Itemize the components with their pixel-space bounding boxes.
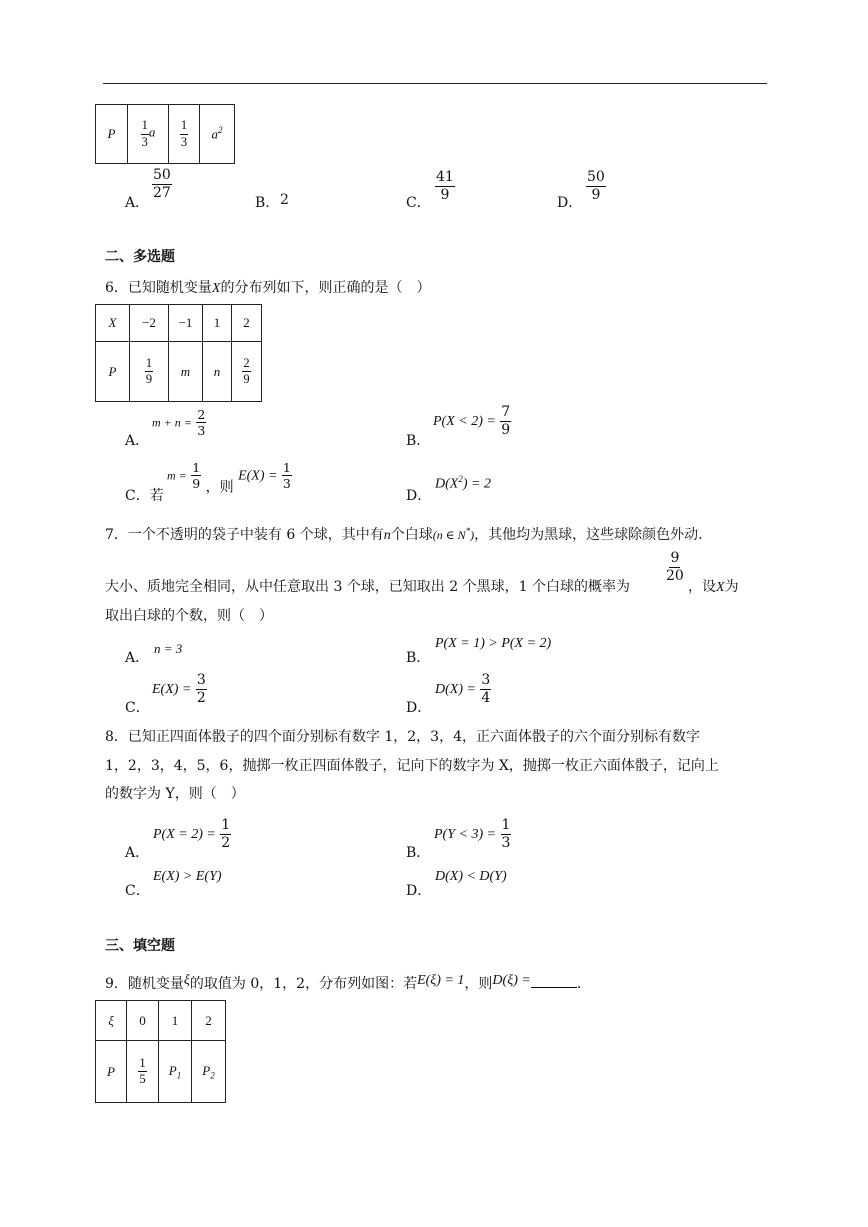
option-label: A． [125, 433, 150, 449]
option-label: C．若 [125, 488, 164, 504]
option-expression: m = $\frac{1}{9}$ ，则 E(X) = $\frac{1}{3}$ [167, 460, 291, 496]
table-cell: −2 [130, 305, 169, 342]
q9-stem: 9．随机变量ξ的取值为 0，1，2，分布列如图：若E(ξ) = 1，则D(ξ) = . [105, 973, 582, 992]
option-label: C． [125, 700, 150, 716]
option-expression: E(X) > E(Y) [153, 869, 222, 884]
section-heading-multi-choice: 二、多选题 [105, 249, 175, 265]
option-label: D． [406, 488, 432, 504]
option-label: D． [406, 883, 432, 899]
q6-distribution-table [95, 304, 262, 402]
option-label: B． [406, 845, 431, 861]
section-heading-fill-blank: 三、填空题 [105, 938, 175, 954]
table-cell: m [169, 342, 203, 402]
option-expression: P(Y < 3) = $\frac{1}{3}$ [434, 817, 511, 851]
table-cell: P [96, 342, 130, 402]
option-expression: D(X) < D(Y) [435, 869, 507, 884]
table-cell: 2 [232, 305, 262, 342]
option-label: A． [125, 845, 150, 861]
table-cell: $\frac{1}{9}$ [130, 342, 169, 402]
table-cell: $\frac{1}{5}$ [127, 1041, 159, 1103]
option-expression: P(X = 2) = $\frac{1}{2}$ [153, 817, 231, 851]
fraction: $\frac{50}{9}$ [587, 169, 605, 203]
answer-blank[interactable] [531, 975, 577, 988]
option-label: A． [125, 650, 150, 666]
option-value: 2 [280, 192, 289, 208]
table-cell: −1 [169, 305, 203, 342]
q8-stem-line2: 1，2，3，4，5，6，抛掷一枚正四面体骰子，记向下的数字为 X，抛掷一枚正六面体骰子，记向上 [105, 758, 719, 774]
option-expression: P(X = 1) > P(X = 2) [435, 636, 552, 651]
table-cell: $a^2$ [200, 105, 235, 164]
option-expression: E(X) = $\frac{3}{2}$ [152, 672, 206, 706]
option-label: B． [406, 650, 431, 666]
q7-stem-line1: 7．一个不透明的袋子中装有 6 个球，其中有n个白球(n ∈ N*)，其他均为黑球，这些球除颜色外动. [105, 526, 703, 543]
q5-distribution-table [95, 104, 235, 164]
table-cell: $\frac{1}{3}$ [169, 105, 200, 164]
option-expression: n = 3 [154, 641, 183, 656]
q8-stem-line3: 的数字为 Y，则（ ） [105, 786, 245, 802]
table-cell: P [96, 105, 128, 164]
table-cell: n [203, 342, 232, 402]
fraction: $\frac{50}{27}$ [153, 167, 171, 201]
fraction: $\frac{41}{9}$ [436, 169, 454, 203]
option-label: B． [255, 195, 280, 211]
option-label: A． [125, 195, 150, 211]
q6-stem: 6．已知随机变量X的分布列如下，则正确的是（ ） [105, 280, 431, 296]
table-cell: $P_2$ [192, 1041, 226, 1103]
fraction: $\frac{9}{20}$ [666, 550, 684, 584]
header-rule [103, 83, 767, 84]
table-cell: 0 [127, 1001, 159, 1041]
table-cell: 1 [203, 305, 232, 342]
option-expression: P(X < 2) = $\frac{7}{9}$ [433, 404, 511, 438]
table-cell: 1 [159, 1001, 192, 1041]
option-label: C． [125, 883, 150, 899]
option-label: D． [406, 700, 432, 716]
table-cell: 2 [192, 1001, 226, 1041]
table-cell: $\frac{2}{9}$ [232, 342, 262, 402]
table-cell: $P_1$ [159, 1041, 192, 1103]
q9-distribution-table [95, 1000, 226, 1103]
option-expression: m + n = $\frac{2}{3}$ [152, 407, 206, 439]
q7-stem-line2-end: ，设X为 [688, 579, 739, 595]
table-cell: P [96, 1041, 127, 1103]
q8-stem-line1: 8．已知正四面体骰子的四个面分别标有数字 1，2，3，4，正六面体骰子的六个面分别标有数字 [105, 729, 700, 745]
option-expression: $D(X^2) = 2$ [435, 474, 491, 492]
option-expression: D(X) = $\frac{3}{4}$ [435, 672, 491, 706]
q7-stem-line2: 大小、质地完全相同，从中任意取出 3 个球，已知取出 2 个黑球，1 个白球的概率为 [105, 579, 630, 595]
option-label: D． [557, 195, 583, 211]
table-cell: $\frac{1}{3}$ a [128, 105, 169, 164]
table-cell: ξ [96, 1001, 127, 1041]
option-label: B． [406, 433, 431, 449]
q7-stem-line3: 取出白球的个数，则（ ） [105, 608, 273, 624]
table-cell: X [96, 305, 130, 342]
option-label: C． [406, 195, 431, 211]
